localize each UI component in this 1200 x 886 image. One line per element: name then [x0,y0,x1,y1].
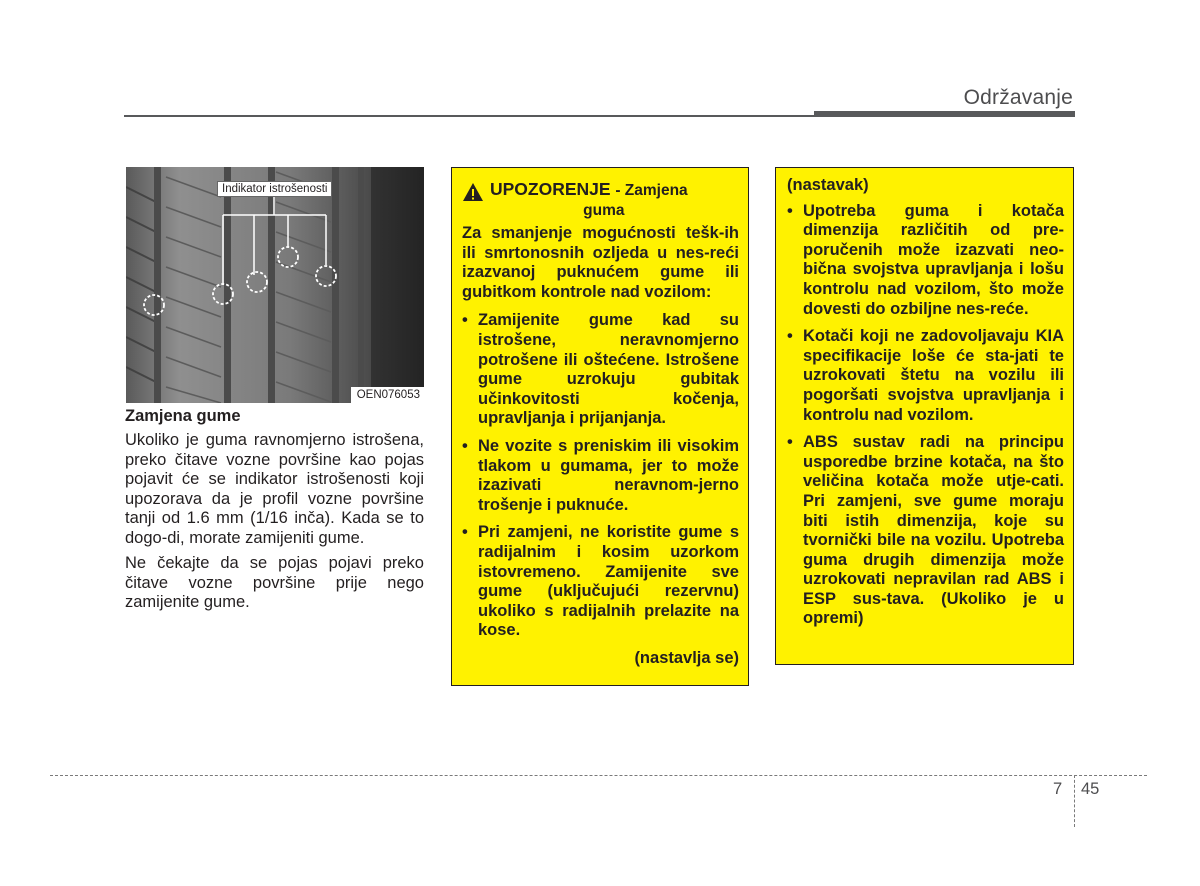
continued-item: • Upotreba guma i kotača dimenzija različitih od pre-poručenih može izazvati neo-bična svojstva upravljanja i lošu kontrolu nad vozilom, što može dovesti do ozbiljne nes-reće. [787,201,1064,318]
warning-word: UPOZORENJE [490,179,611,199]
bullet-glyph: • [462,523,468,542]
left-text-column [125,407,424,619]
bullet-glyph: • [462,436,468,455]
section-title: Zamjena gume [125,407,241,425]
warning-subtitle: - Zamjena [615,182,688,199]
wear-indicator-label: Indikator istrošenosti [217,181,332,197]
warning-heading-text [490,179,688,221]
figure-code: OEN076053 [351,387,424,403]
bullet-glyph: • [462,311,468,330]
footer-divider [1074,775,1075,827]
continued-item: • Kotači koji ne zadovoljavaju KIA specifikacije loše će sta-jati te uzrokovati štetu na vozilu ili pogoršati svojstva upravljanja i kontrolu nad vozilom. [787,327,1064,424]
warning-box [451,167,749,686]
bullet-glyph: • [787,433,793,452]
warning-intro: Za smanjenje mogućnosti tešk-ih ili smrtonosnih ozljeda u nes-reći izazvanoj puknućem gume ili gubitkom kontrole nad vozilom: [462,224,739,301]
footer-rule [50,775,1147,776]
page-header-title: Održavanje [963,86,1073,109]
warning-item: • Zamijenite gume kad su istrošene, neravnomjerno potrošene ili oštećene. Istrošene gume uzrokuju gubitak učinkovitosti kočenja, upravljanja i prijanjanja. [462,311,739,428]
tire-illustration [126,167,424,403]
continued-heading: (nastavak) [787,176,869,194]
warning-heading [462,179,739,221]
warning-triangle-icon [462,182,484,202]
tire-tread-photo [126,167,424,403]
warning-item: • Ne vozite s preniskim ili visokim tlakom u gumama, jer to može izazivati neravnom-jerno trošenje i puknuće. [462,436,739,514]
body-paragraph-1: Ukoliko je guma ravnomjerno istrošena, preko čitave vozne površine kao pojas pojavit će se indikator istrošenosti koji upozorava da je profil vozne površine tanji od 1.6 mm (1/16 inča). Kada se to dogo-di, morate zamijeniti gume. [125,431,424,547]
warning-box-continued [775,167,1074,665]
header-rule-accent [814,111,1075,117]
continued-item: • ABS sustav radi na principu usporedbe brzine kotača, na što veličina kotača može utje-cati. Pri zamjeni, sve gume moraju biti istih dimenzija, koje su tvornički bile na vozilu. Upotreba guma drugih dimenzija može uzrokovati nepravilan rad ABS i ESP sus-tava. (Ukoliko je u opremi) [787,433,1064,628]
body-paragraph-2: Ne čekajte da se pojas pojavi preko čitave vozne površine prije nego zamijenite gume. [125,554,424,611]
header-rule [124,115,814,117]
warning-subtitle-line2: guma [583,202,625,219]
warning-item: • Pri zamjeni, ne koristite gume s radijalnim i kosim uzorkom istovremeno. Zamijenite sve gume (uključujući rezervnu) ukoliko s radijalnih prelazite na kose. [462,523,739,640]
bullet-glyph: • [787,201,793,220]
bullet-glyph: • [787,327,793,346]
continued-list [787,202,1064,629]
warning-list [462,311,739,641]
page-number: 45 [1081,780,1100,798]
chapter-number: 7 [1053,780,1063,798]
continues-note: (nastavlja se) [634,648,739,667]
